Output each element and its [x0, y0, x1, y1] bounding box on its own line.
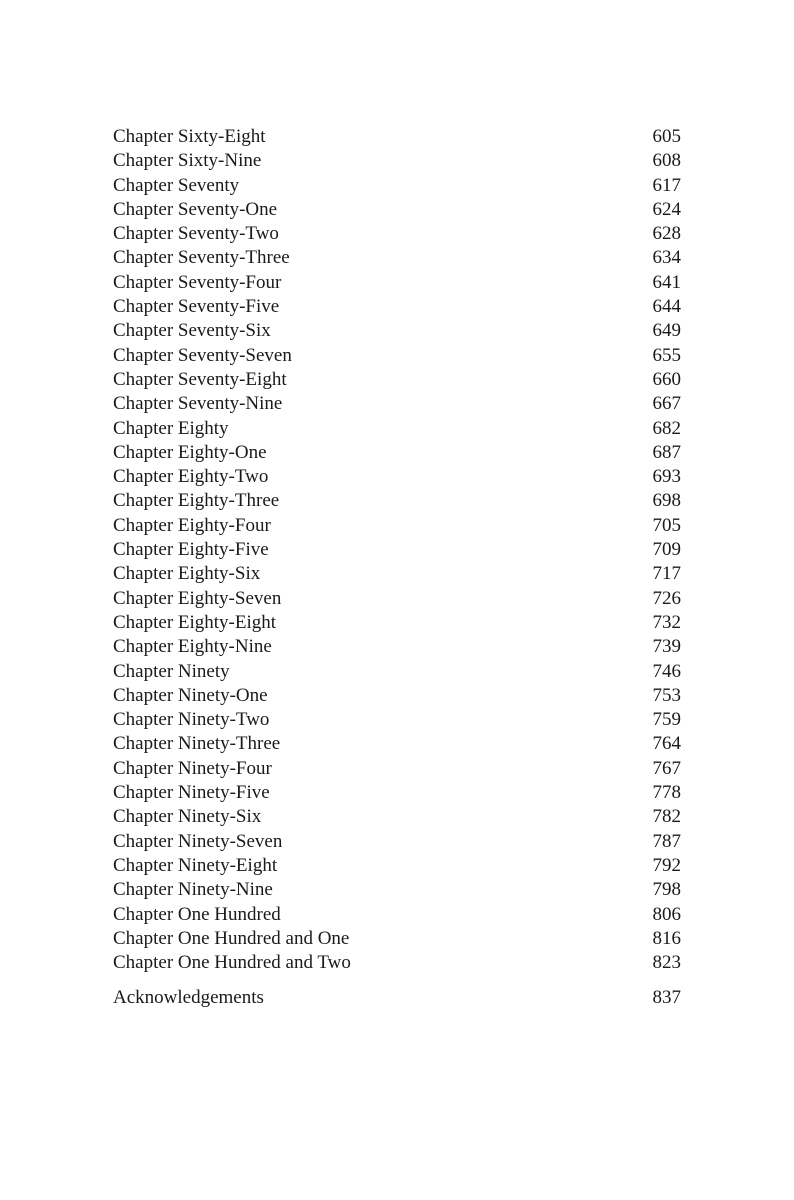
toc-entry-page: 634	[652, 247, 681, 269]
toc-entry-title: Chapter Ninety-Five	[113, 782, 270, 804]
toc-entry-title: Acknowledgements	[113, 986, 264, 1008]
toc-entry-title: Chapter Seventy-Nine	[113, 393, 283, 415]
toc-entry-title: Chapter Seventy-Four	[113, 271, 282, 293]
toc-entry-title: Chapter Eighty-Three	[113, 490, 280, 512]
toc-entry	[113, 441, 681, 465]
toc-entry	[113, 271, 681, 295]
toc-entry-page: 806	[652, 903, 681, 925]
toc-entry-page: 705	[652, 514, 681, 536]
toc-entry	[113, 951, 681, 975]
toc-entry-title: Chapter Seventy-One	[113, 198, 278, 220]
toc-entry-page: 693	[652, 466, 681, 488]
toc-entry-title: Chapter Ninety-Four	[113, 757, 272, 779]
toc-entry-page: 739	[652, 636, 681, 658]
toc-entry	[113, 198, 681, 222]
toc-entry	[113, 174, 681, 198]
toc-entry-page: 649	[652, 320, 681, 342]
toc-entry-page: 823	[652, 952, 681, 974]
toc-entry	[113, 805, 681, 829]
toc-entry-page: 698	[652, 490, 681, 512]
toc-entry-page: 759	[652, 709, 681, 731]
toc-entry-page: 624	[652, 198, 681, 220]
toc-entry-page: 787	[652, 830, 681, 852]
toc-entry-page: 792	[652, 854, 681, 876]
toc-entry-page: 798	[652, 879, 681, 901]
toc-entry	[113, 708, 681, 732]
toc-entry-page: 644	[652, 296, 681, 318]
toc-entry-title: Chapter Eighty-One	[113, 441, 267, 463]
toc-entry-page: 641	[652, 271, 681, 293]
table-of-contents	[113, 125, 681, 1010]
toc-entry-title: Chapter Sixty-Eight	[113, 126, 266, 147]
toc-entry-title: Chapter Ninety-Six	[113, 806, 262, 828]
toc-entry	[113, 757, 681, 781]
toc-entry	[113, 465, 681, 489]
toc-entry	[113, 246, 681, 270]
toc-entry-title: Chapter One Hundred and Two	[113, 952, 351, 974]
toc-entry	[113, 125, 681, 149]
toc-entry	[113, 344, 681, 368]
toc-entry	[113, 635, 681, 659]
toc-entry	[113, 222, 681, 246]
toc-entry-page: 709	[652, 539, 681, 561]
toc-entry-title: Chapter Sixty-Nine	[113, 150, 262, 172]
toc-entry	[113, 587, 681, 611]
toc-entry-title: Chapter Eighty-Six	[113, 563, 261, 585]
toc-entry-page: 655	[652, 344, 681, 366]
toc-entry-title: Chapter Ninety-Nine	[113, 879, 273, 901]
toc-entry-page: 717	[652, 563, 681, 585]
toc-entry-page: 732	[652, 611, 681, 633]
toc-entry-acknowledgements	[113, 986, 681, 1010]
toc-entry	[113, 878, 681, 902]
toc-entry-title: Chapter Eighty	[113, 417, 229, 439]
toc-entry	[113, 319, 681, 343]
toc-entry-page: 660	[652, 368, 681, 390]
toc-entry-title: Chapter Ninety-Eight	[113, 854, 278, 876]
toc-entry-title: Chapter Eighty-Two	[113, 466, 269, 488]
toc-entry-title: Chapter Ninety-Two	[113, 709, 270, 731]
toc-entry-title: Chapter Eighty-Five	[113, 539, 269, 561]
toc-entry	[113, 781, 681, 805]
toc-entry-page: 682	[652, 417, 681, 439]
toc-entry-page: 608	[652, 150, 681, 172]
toc-entry-page: 782	[652, 806, 681, 828]
toc-entry	[113, 295, 681, 319]
toc-entry-title: Chapter Ninety-Three	[113, 733, 281, 755]
toc-entry-page: 764	[652, 733, 681, 755]
toc-entry	[113, 854, 681, 878]
toc-entry	[113, 417, 681, 441]
toc-entry-title: Chapter Eighty-Four	[113, 514, 271, 536]
toc-entry-page: 837	[652, 986, 681, 1008]
toc-entry	[113, 684, 681, 708]
toc-entry-title: Chapter One Hundred	[113, 903, 281, 925]
toc-entry	[113, 830, 681, 854]
toc-entry-page: 753	[652, 684, 681, 706]
toc-entry	[113, 903, 681, 927]
toc-entry	[113, 392, 681, 416]
toc-entry-title: Chapter Seventy-Five	[113, 296, 280, 318]
toc-entry-title: Chapter Seventy-Six	[113, 320, 271, 342]
toc-entry	[113, 368, 681, 392]
toc-entry-title: Chapter Seventy	[113, 174, 240, 196]
toc-entry-title: Chapter Seventy-Seven	[113, 344, 292, 366]
toc-entry-title: Chapter Ninety	[113, 660, 230, 682]
toc-entry-title: Chapter Ninety-Seven	[113, 830, 283, 852]
toc-entry-page: 746	[652, 660, 681, 682]
toc-entry	[113, 514, 681, 538]
toc-entry	[113, 538, 681, 562]
toc-entry-title: Chapter Eighty-Eight	[113, 611, 277, 633]
toc-entry-page: 617	[652, 174, 681, 196]
toc-entry-title: Chapter Eighty-Seven	[113, 587, 282, 609]
toc-entry	[113, 660, 681, 684]
toc-entry-page: 767	[652, 757, 681, 779]
toc-entry-page: 778	[652, 782, 681, 804]
toc-entry-title: Chapter One Hundred and One	[113, 927, 350, 949]
toc-entry-page: 687	[652, 441, 681, 463]
toc-entry	[113, 149, 681, 173]
toc-entry	[113, 611, 681, 635]
toc-entry-page: 726	[652, 587, 681, 609]
toc-entry-title: Chapter Seventy-Eight	[113, 368, 287, 390]
toc-entry-page: 628	[652, 223, 681, 245]
toc-entry-page: 605	[652, 126, 681, 147]
toc-entry	[113, 562, 681, 586]
toc-entry	[113, 489, 681, 513]
toc-entry	[113, 927, 681, 951]
toc-entry-page: 816	[652, 927, 681, 949]
toc-entry-title: Chapter Ninety-One	[113, 684, 268, 706]
toc-entry-title: Chapter Seventy-Two	[113, 223, 279, 245]
toc-entry	[113, 732, 681, 756]
toc-entry-title: Chapter Seventy-Three	[113, 247, 290, 269]
toc-entry-page: 667	[652, 393, 681, 415]
toc-entry-title: Chapter Eighty-Nine	[113, 636, 272, 658]
